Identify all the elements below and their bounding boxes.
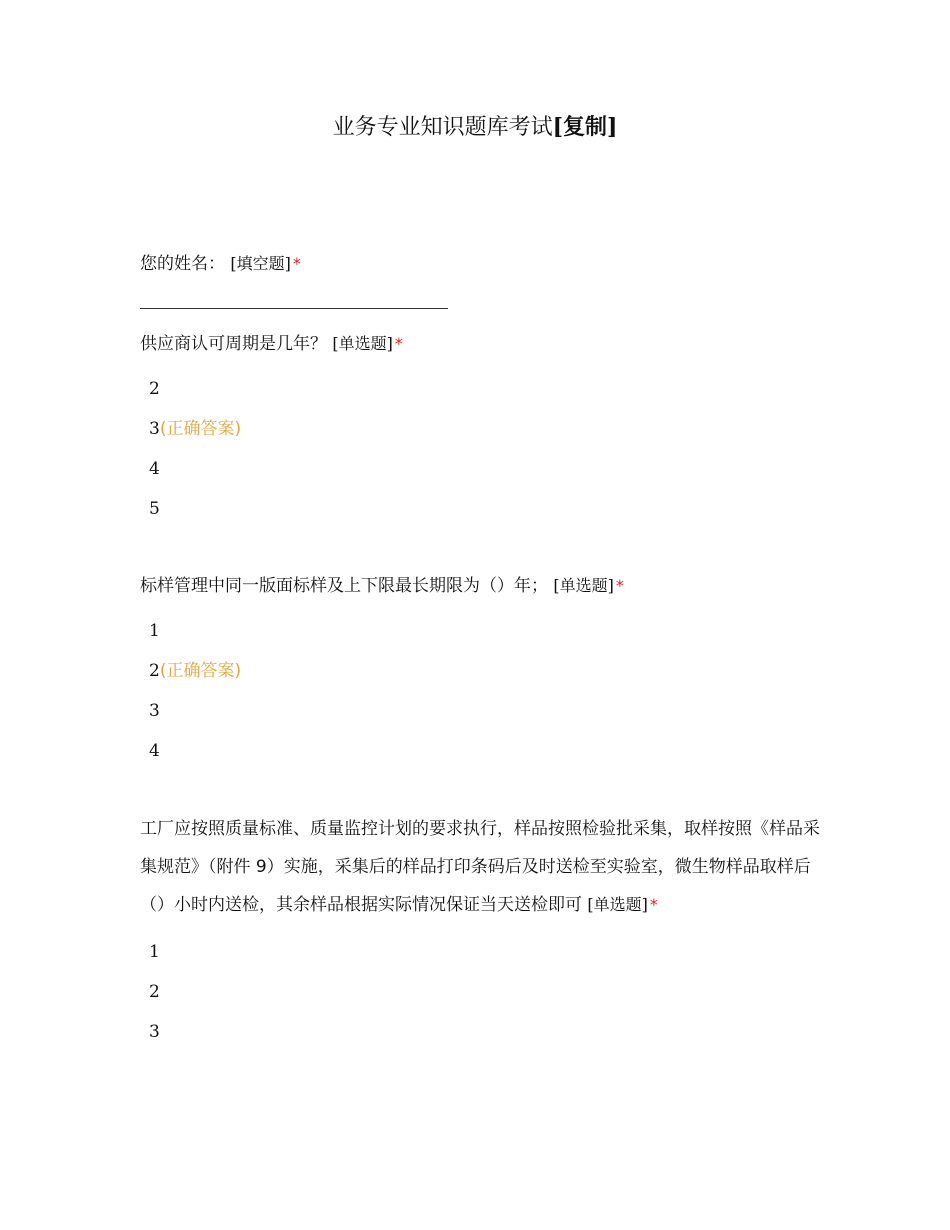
question-type: [单选题] bbox=[587, 895, 648, 914]
question-text bbox=[140, 245, 820, 283]
option-label: 5 bbox=[149, 499, 160, 519]
question-label: 您的姓名： bbox=[140, 254, 225, 274]
question-type: [单选题] bbox=[553, 576, 614, 595]
title-text: 业务专业知识题库考试 bbox=[332, 115, 553, 140]
option-label: 4 bbox=[149, 459, 160, 479]
option-item[interactable] bbox=[140, 489, 820, 529]
page-title bbox=[0, 110, 950, 145]
options-list bbox=[140, 932, 820, 1052]
option-label: 1 bbox=[149, 942, 160, 962]
option-item[interactable] bbox=[140, 369, 820, 409]
question-sample-delivery bbox=[140, 810, 820, 1052]
required-star: * bbox=[649, 895, 658, 914]
option-label: 3 bbox=[149, 1022, 160, 1042]
option-item[interactable] bbox=[140, 611, 820, 651]
question-text bbox=[140, 810, 820, 924]
question-type: [单选题] bbox=[332, 334, 393, 353]
option-item[interactable] bbox=[140, 449, 820, 489]
required-star: * bbox=[292, 254, 301, 273]
question-standard-sample bbox=[140, 567, 820, 771]
question-name bbox=[140, 245, 820, 283]
option-item[interactable] bbox=[140, 651, 820, 691]
option-label: 2 bbox=[149, 379, 160, 399]
correct-answer-mark: (正确答案) bbox=[159, 419, 242, 439]
question-text bbox=[140, 567, 820, 605]
correct-answer-mark: (正确答案) bbox=[159, 661, 242, 681]
option-item[interactable] bbox=[140, 731, 820, 771]
option-item[interactable] bbox=[140, 932, 820, 972]
name-answer-line[interactable] bbox=[140, 308, 448, 309]
option-label: 2 bbox=[149, 661, 160, 681]
option-item[interactable] bbox=[140, 409, 820, 449]
option-item[interactable] bbox=[140, 1012, 820, 1052]
required-star: * bbox=[615, 576, 624, 595]
question-text bbox=[140, 325, 820, 363]
option-item[interactable] bbox=[140, 972, 820, 1012]
option-label: 4 bbox=[149, 741, 160, 761]
options-list bbox=[140, 611, 820, 771]
title-suffix: [复制] bbox=[552, 114, 618, 140]
option-label: 3 bbox=[149, 419, 160, 439]
option-label: 2 bbox=[149, 982, 160, 1002]
required-star: * bbox=[394, 334, 403, 353]
option-label: 3 bbox=[149, 701, 160, 721]
option-label: 1 bbox=[149, 621, 160, 641]
question-label: 工厂应按照质量标准、质量监控计划的要求执行，样品按照检验批采集，取样按照《样品采集规范》（附件 9）实施，采集后的样品打印条码后及时送检至实验室，微生物样品取样后（）小时内送检，其余样品根据实际情况保证当天送检即可 bbox=[140, 819, 820, 915]
question-supplier-cycle bbox=[140, 325, 820, 529]
option-item[interactable] bbox=[140, 691, 820, 731]
options-list bbox=[140, 369, 820, 529]
question-label: 供应商认可周期是几年？ bbox=[140, 334, 327, 354]
question-label: 标样管理中同一版面标样及上下限最长期限为（）年； bbox=[140, 576, 548, 596]
question-type: [填空题] bbox=[230, 254, 291, 273]
